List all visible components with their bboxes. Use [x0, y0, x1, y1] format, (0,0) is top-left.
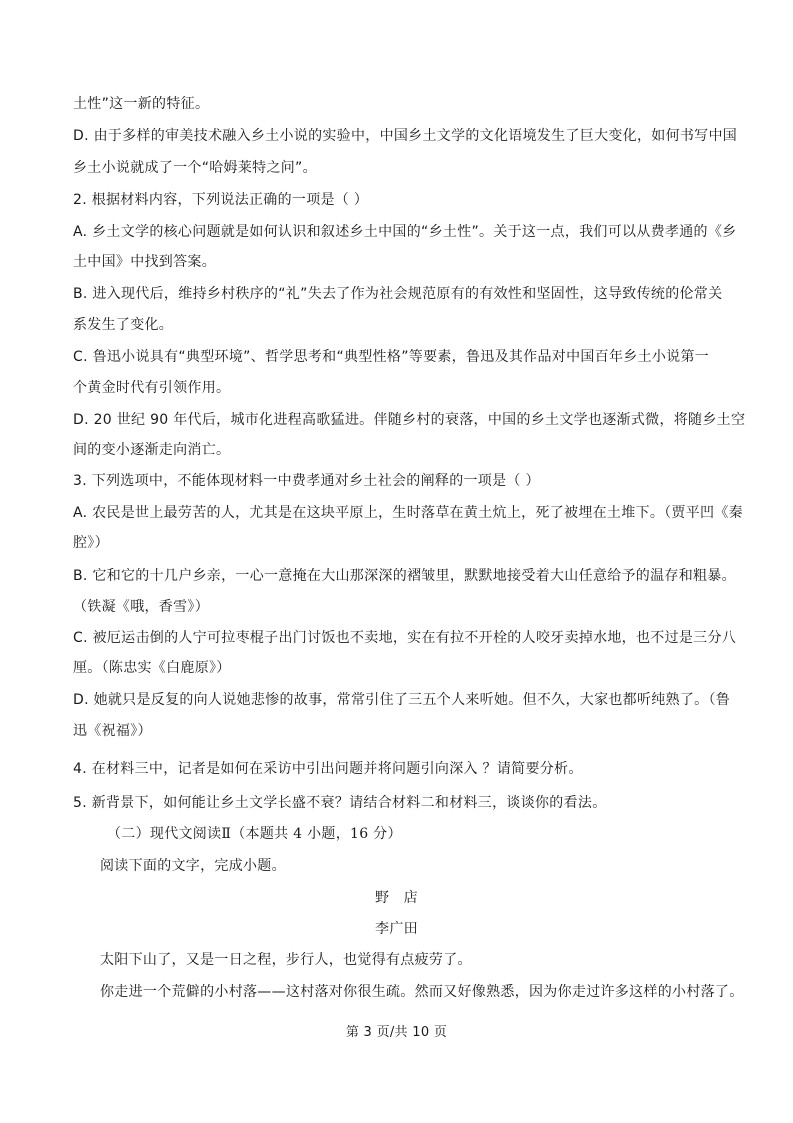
text-line: 土性”这一新的特征。: [73, 96, 210, 112]
text-line: D. 她就只是反复的向人说她悲惨的故事，常常引住了三五个人来听她。但不久，大家也都听纯熟了。（鲁: [73, 692, 731, 708]
section-heading: （二）现代文阅读Ⅱ（本题共 4 小题，16 分）: [107, 826, 402, 842]
text-line: A. 农民是世上最劳苦的人，尤其是在这块平原上，生时落草在黄土炕上，死了被埋在土堆下。（贾平凹《秦: [73, 505, 743, 521]
story-paragraph: 你走进一个荒僻的小村落——这村落对你很生疏。然而又好像熟悉，因为你走过许多这样的小村落了。: [100, 984, 744, 1000]
text-line: 系发生了变化。: [73, 317, 174, 333]
text-line: 间的变小逐渐走向消亡。: [73, 442, 231, 458]
text-line: 腔》）: [73, 535, 109, 551]
text-line: 个黄金时代有引领作用。: [73, 380, 231, 396]
page-footer: 第 3 页/共 10 页: [345, 1025, 448, 1040]
story-title: 野 店: [375, 890, 418, 906]
question-4: 4. 在材料三中，记者是如何在采访中引出问题并将问题引向深入 ？请简要分析。: [73, 761, 583, 777]
story-author: 李广田: [375, 921, 418, 937]
instruction: 阅读下面的文字，完成小题。: [100, 858, 286, 874]
text-line: B. 进入现代后，维持乡村秩序的“礼”失去了作为社会规范原有的有效性和坚固性，这导致传统的伦常关: [73, 286, 723, 302]
text-line: D. 由于多样的审美技术融入乡土小说的实验中，中国乡土文学的文化语境发生了巨大变化，如何书写中国: [73, 128, 738, 144]
text-line: C. 鲁迅小说具有“典型环境”、哲学思考和“典型性格”等要素，鲁迅及其作品对中国百年乡土小说第一: [73, 349, 710, 365]
text-line: 乡土小说就成了一个“哈姆莱特之问”。: [73, 160, 317, 176]
text-line: 土中国》中找到答案。: [73, 254, 216, 270]
question-5: 5. 新背景下，如何能让乡土文学长盛不衰？请结合材料二和材料三，谈谈你的看法。: [73, 795, 607, 811]
text-line: （铁凝《哦，香雪》）: [73, 599, 209, 615]
question-3: 3. 下列选项中，不能体现材料一中费孝通对乡土社会的阐释的一项是（ ）: [73, 473, 540, 489]
text-line: C. 被厄运击倒的人宁可拉枣棍子出门讨饭也不卖地，实在有拉不开栓的人咬牙卖掉水地，也不过是三分八: [73, 630, 737, 646]
text-line: 迅《祝福》）: [73, 723, 152, 739]
story-paragraph: 太阳下山了，又是一日之程，步行人，也觉得有点疲劳了。: [100, 952, 472, 968]
text-line: A. 乡土文学的核心问题就是如何认识和叙述乡土中国的“乡土性”。关于这一点，我们可以从费孝通的《乡: [73, 224, 737, 240]
text-line: D. 20 世纪 90 年代后，城市化进程高歌猛进。伴随乡村的衰落，中国的乡土文学也逐渐式微，将随乡土空: [73, 412, 746, 428]
question-2: 2. 根据材料内容，下列说法正确的一项是（ ）: [73, 192, 369, 208]
text-line: 厘。（陈忠实《白鹿原》）: [73, 660, 231, 676]
text-line: B. 它和它的十几户乡亲，一心一意掩在大山那深深的褶皱里，默默地接受着大山任意给予的温存和粗暴。: [73, 568, 736, 584]
